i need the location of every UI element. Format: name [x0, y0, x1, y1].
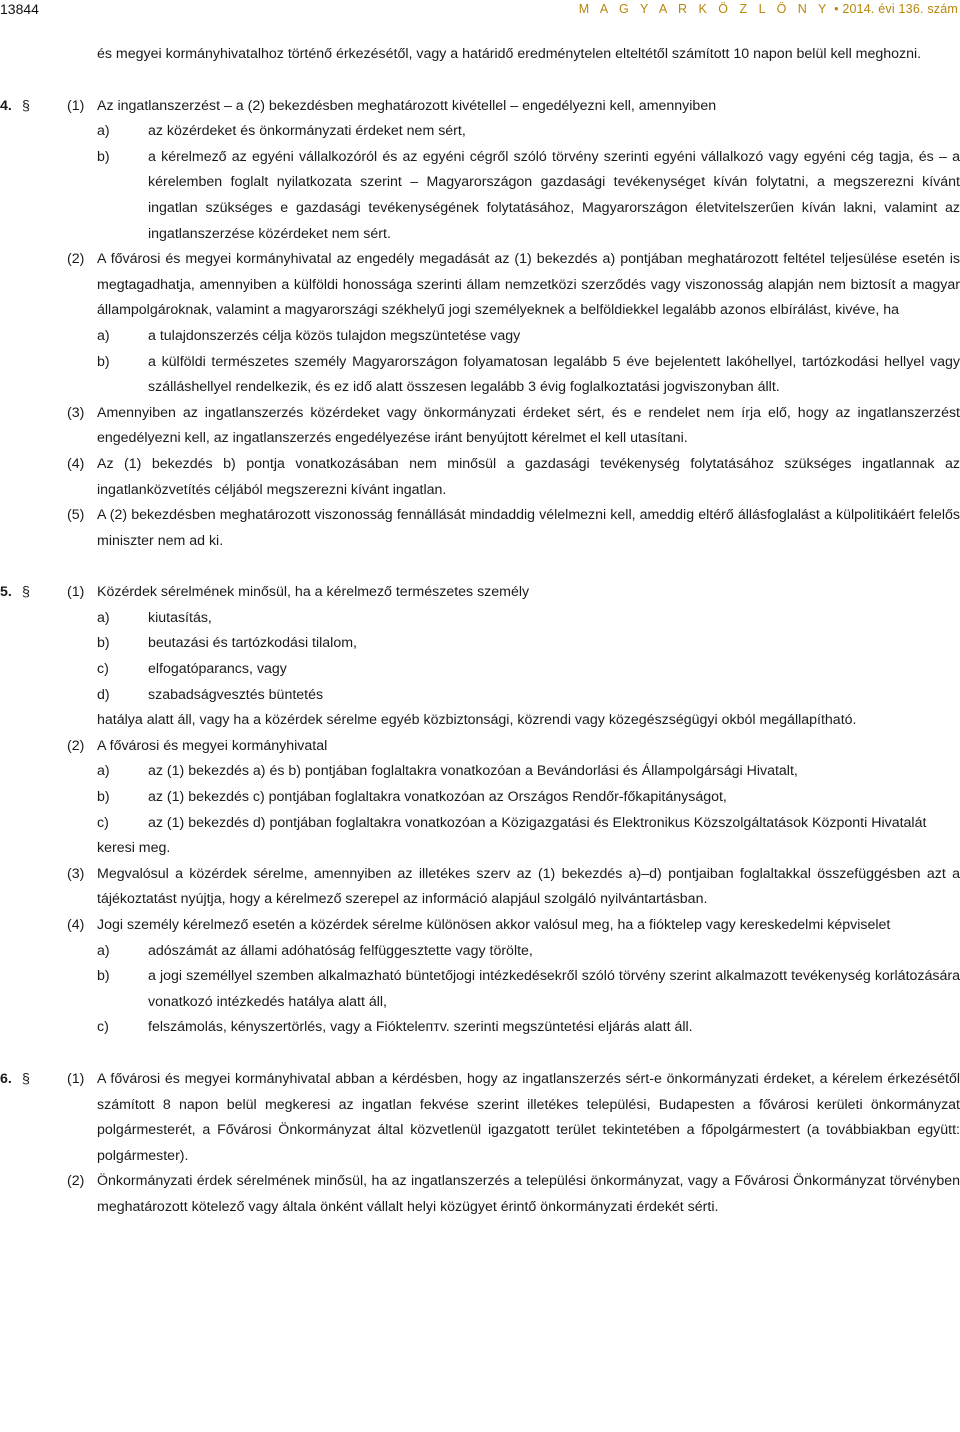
list-item-text: a tulajdonszerzés célja közös tulajdon megszüntetése vagy [148, 327, 521, 344]
list-item-text: a jogi személlyel szemben alkalmazható büntetőjogi intézkedésekről szóló törvény szerint alkalmazott tevékenység korlátozására vonatkozó intézkedés hatálya alatt áll, [148, 968, 960, 1010]
paragraph [0, 862, 960, 913]
paragraph-number: (2) [67, 251, 85, 268]
list-item [0, 324, 960, 350]
list-item [0, 145, 960, 247]
paragraph [0, 503, 960, 554]
list-item-text: az (1) bekezdés d) pontjában foglaltakra vonatkozóan a Közigazgatási és Elektronikus Közszolgáltatások Központi Hivatalát [148, 814, 927, 831]
list-item [0, 811, 960, 837]
paragraph-number: (5) [67, 507, 85, 524]
list-item [0, 631, 960, 657]
paragraph [0, 913, 960, 939]
list-item-letter: d) [97, 686, 110, 703]
sections-container [0, 94, 960, 1221]
list-item-letter: a) [97, 327, 110, 344]
paragraph-text: A fővárosi és megyei kormányhivatal [97, 737, 328, 754]
list-item-letter: b) [97, 353, 110, 370]
section-number: 6. [0, 1070, 12, 1087]
list-item [0, 785, 960, 811]
paragraph [0, 580, 960, 606]
list-item-text: adószámát az állami adóhatóság felfüggesztette vagy törölte, [148, 942, 533, 959]
list-item-letter: b) [97, 635, 110, 652]
list-item-letter: b) [97, 968, 110, 985]
section-symbol: § [22, 584, 30, 601]
section-number: 5. [0, 584, 12, 601]
list-item-text: a külföldi természetes személy Magyarországon folyamatosan legalább 5 éve bejelentett lakóhellyel, tartózkodási hellyel vagy szálláshellyel rendelkezik, és ez idő alatt összesen legalább 3 évig foglalkoztatási jogviszonyban állt. [148, 353, 960, 396]
journal-title: M A G Y A R K Ö Z L Ö N Y [578, 2, 831, 16]
list-item-text: az (1) bekezdés c) pontjában foglaltakra vonatkozóan az Országos Rendőr-főkapitányságot, [148, 789, 727, 806]
list-item-letter: b) [97, 148, 110, 165]
paragraph-text: Az (1) bekezdés b) pontja vonatkozásában nem minősül a gazdasági tevékenység folytatásához szükséges ingatlannak az ingatlanközvetítés céljából megszerezni kívánt ingatlan. [97, 455, 960, 498]
paragraph-text: Megvalósul a közérdek sérelme, amennyiben az illetékes szerv az (1) bekezdés a)–d) pontjaiban foglaltakkal összefüggésben azt a tájékoztatást nyújtja, hogy a kérelmező szerepel az információ alapjául szolgáló nyilvántartásban. [97, 865, 960, 908]
paragraph-number: (1) [67, 97, 85, 114]
paragraph [0, 452, 960, 503]
paragraph-closing-text: hatálya alatt áll, vagy ha a közérdek sérelme egyéb közbiztonsági, közrendi vagy közegészségügyi okból megállapítható. [97, 712, 857, 729]
paragraph-number: (3) [67, 865, 85, 882]
list-item [0, 964, 960, 1015]
paragraph [0, 247, 960, 324]
list-item-text: beutazási és tartózkodási tilalom, [148, 635, 357, 652]
paragraph-text: Amennyiben az ingatlanszerzés közérdeket vagy önkormányzati érdeket sért, és e rendelet nem írja elő, hogy az ingatlanszerzést engedélyezni kell, az ingatlanszerzés engedélyezése iránt benyújtott kérelmet el kell utasítani. [97, 404, 960, 447]
list-item [0, 683, 960, 709]
section-symbol: § [22, 97, 30, 114]
list-item-letter: a) [97, 123, 110, 140]
list-item [0, 657, 960, 683]
paragraph-text: Jogi személy kérelmező esetén a közérdek sérelme különösen akkor valósul meg, ha a fióktelep vagy kereskedelmi képviselet [97, 917, 891, 933]
paragraph [0, 94, 960, 120]
paragraph-text: Közérdek sérelmének minősül, ha a kérelmező természetes személy [97, 584, 530, 601]
list-item-text: elfogatóparancs, vagy [148, 661, 287, 678]
list-item [0, 606, 960, 632]
paragraph-text: Az ingatlanszerzést – a (2) bekezdésben meghatározott kivétellel – engedélyezni kell, amennyiben [97, 97, 717, 114]
paragraph-text: Önkormányzati érdek sérelmének minősül, ha az ingatlanszerzés a települési önkormányzat, vagy a Fővárosi Önkormányzat törvényben meghatározott kötelező vagy általa önként vállalt helyi közügyet érintő önkormányzati érdekét sérti. [97, 1173, 960, 1215]
document-body [0, 42, 960, 1221]
paragraph [0, 1067, 960, 1169]
list-item-text: kiutasítás, [148, 609, 212, 626]
list-item-letter: a) [97, 942, 110, 959]
list-item-text: az (1) bekezdés a) és b) pontjában foglaltakra vonatkozóan a Bevándorlási és Állampolgársági Hivatalt, [148, 763, 798, 780]
section [0, 1067, 960, 1221]
running-header [579, 0, 958, 18]
list-item-letter: a) [97, 609, 110, 626]
paragraph-number: (4) [67, 455, 85, 472]
paragraph-number: (2) [67, 1173, 85, 1190]
list-item-letter: c) [97, 1019, 109, 1036]
list-item [0, 119, 960, 145]
section-symbol: § [22, 1070, 30, 1087]
section-number: 4. [0, 97, 12, 114]
paragraph-number: (1) [67, 1070, 85, 1087]
list-item-text: felszámolás, kényszertörlés, vagy a Fióktelептv. szerinti megszüntetési eljárás alatt áll. [148, 1019, 693, 1036]
list-item-letter: b) [97, 789, 110, 806]
list-item [0, 759, 960, 785]
list-item-letter: c) [97, 661, 109, 678]
paragraph-number: (1) [67, 584, 85, 601]
paragraph-number: (2) [67, 737, 85, 754]
paragraph [0, 401, 960, 452]
list-item [0, 1015, 960, 1041]
list-item-letter: a) [97, 763, 110, 780]
list-item [0, 939, 960, 965]
list-item-text: szabadságvesztés büntetés [148, 686, 324, 703]
issue-label: 2014. évi 136. szám [842, 2, 958, 16]
paragraph-closing-text: keresi meg. [97, 840, 171, 857]
section-gap [0, 1041, 960, 1067]
page-header [0, 0, 960, 18]
intro-continuation: és megyei kormányhivatalhoz történő érkezésétől, vagy a határidő eredménytelen elteltétől számított 10 napon belül kell meghozni. [97, 46, 922, 62]
paragraph-text: A fővárosi és megyei kormányhivatal abban a kérdésben, hogy az ingatlanszerzés sért-e önkormányzati érdeket, a kérelem érkezésétől számított 8 napon belül megkeresi az ingatlan fekvése szerint illetékes települési, Budapesten a fővárosi kerületi önkormányzat polgármesterét, a Fővárosi Önkormányzat által közvetlenül igazgatott terület tekintetében a főpolgármestert (a továbbiakban együtt: polgármester). [97, 1070, 960, 1164]
list-item-letter: c) [97, 814, 109, 831]
paragraph [0, 1169, 960, 1220]
section [0, 580, 960, 1041]
list-item [0, 350, 960, 401]
paragraph-number: (3) [67, 404, 85, 421]
paragraph-number: (4) [67, 917, 85, 933]
paragraph [0, 734, 960, 760]
list-item-text: az közérdeket és önkormányzati érdeket nem sért, [148, 123, 466, 140]
section [0, 94, 960, 555]
paragraph-text: A fővárosi és megyei kormányhivatal az engedély megadását az (1) bekezdés a) pontjában meghatározott feltétel teljesülése esetén is megtagadhatja, amennyiben a külföldi honossága szerinti állam nemzetközi szerződés vagy viszonosság alapján nem biztosít a magyar állampolgároknak, valamint a magyarországi székhelyű jogi személyeknek a belföldiekkel legalább azonos elbírálást, kivéve, ha [97, 251, 960, 319]
header-bullet: • [834, 2, 839, 16]
list-item-text: a kérelmező az egyéni vállalkozóról és az egyéni cégről szóló törvény szerinti egyéni vállalkozó vagy egyéni cég tagja, és – a kérelemben foglalt nyilatkozata szerint – Magyarországon gazdasági tevékenységet kíván folytatni, a megszerezni kívánt ingatlan szükséges e gazdasági tevékenységének folytatásához, Magyarországon életvitelszerűen kíván lakni, valamint az ingatlanszerzése közérdeket nem sért. [148, 148, 960, 242]
page-number: 13844 [0, 1, 39, 17]
paragraph-text: A (2) bekezdésben meghatározott viszonosság fennállását mindaddig vélelmezni kell, ameddig eltérő állásfoglalást a külpolitikáért felelős miniszter nem ad ki. [97, 507, 960, 549]
section-gap [0, 554, 960, 580]
